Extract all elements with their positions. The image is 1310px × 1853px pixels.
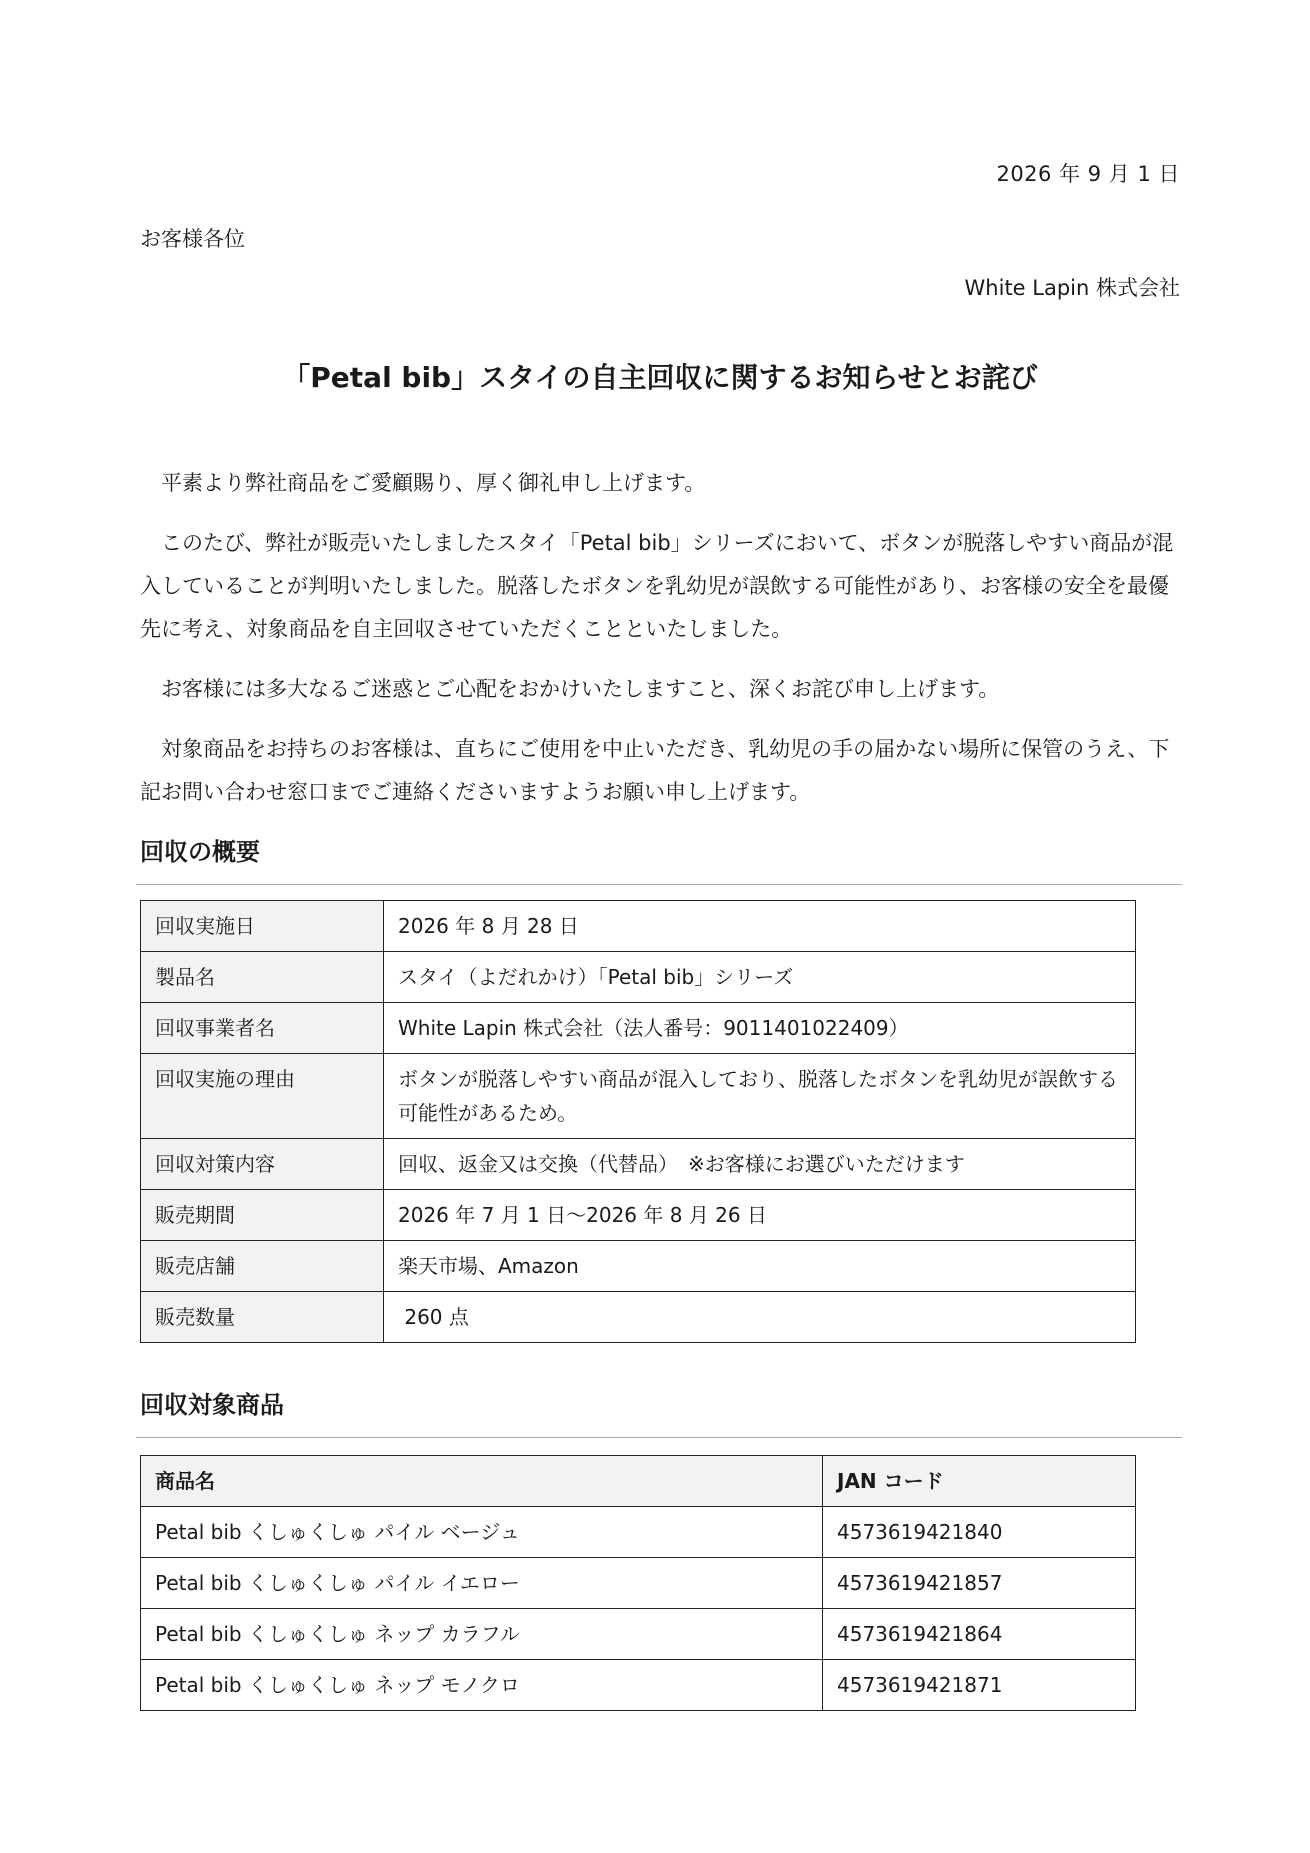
table-row (141, 1507, 1136, 1558)
row-label: 回収実施日 (141, 901, 384, 952)
products-table (140, 1455, 1136, 1711)
row-label: 製品名 (141, 952, 384, 1003)
row-value: ボタンが脱落しやすい商品が混入しており、脱落したボタンを乳幼児が誤飲する可能性があるため。 (384, 1054, 1136, 1139)
row-value: スタイ（よだれかけ）「Petal bib」シリーズ (384, 952, 1136, 1003)
body-paragraph: お客様には多大なるご迷惑とご心配をおかけいたしますこと、深くお詫び申し上げます。 (161, 677, 1000, 701)
table-row (141, 1054, 1136, 1139)
body-paragraph: このたび、弊社が販売いたしましたスタイ「Petal bib」シリーズにおいて、ボタンが脱落しやすい商品が混入していることが判明いたしました。脱落したボタンを乳幼児が誤飲する可能性があり、お客様の安全を最優先に考え、対象商品を自主回収させていただくことといたしました。 (140, 531, 1174, 641)
table-row (141, 1558, 1136, 1609)
jan-code: 4573619421864 (823, 1609, 1136, 1660)
table-row (141, 1292, 1136, 1343)
row-label: 回収事業者名 (141, 1003, 384, 1054)
section-divider (136, 1437, 1182, 1438)
row-label: 販売店舗 (141, 1241, 384, 1292)
section-divider (136, 884, 1182, 885)
jan-code: 4573619421857 (823, 1558, 1136, 1609)
row-label: 回収実施の理由 (141, 1054, 384, 1139)
addressee: お客様各位 (140, 227, 245, 251)
table-row (141, 1003, 1136, 1054)
product-name: Petal bib くしゅくしゅ ネップ カラフル (141, 1609, 823, 1660)
overview-heading: 回収の概要 (140, 838, 260, 866)
table-row (141, 901, 1136, 952)
row-value: 回収、返金又は交換（代替品） ※お客様にお選びいただけます (384, 1139, 1136, 1190)
row-value: 楽天市場、Amazon (384, 1241, 1136, 1292)
jan-code: 4573619421871 (823, 1660, 1136, 1711)
table-row (141, 1609, 1136, 1660)
column-header-jan-code: JAN コード (823, 1456, 1136, 1507)
row-value: 2026 年 7 月 1 日～2026 年 8 月 26 日 (384, 1190, 1136, 1241)
company-name: White Lapin 株式会社 (964, 276, 1180, 300)
row-label: 販売期間 (141, 1190, 384, 1241)
body-paragraph: 平素より弊社商品をご愛顧賜り、厚く御礼申し上げます。 (161, 471, 706, 495)
table-row (141, 1241, 1136, 1292)
document-title: 「Petal bib」スタイの自主回収に関するお知らせとお詫び (282, 361, 1038, 394)
row-label: 販売数量 (141, 1292, 384, 1343)
product-name: Petal bib くしゅくしゅ ネップ モノクロ (141, 1660, 823, 1711)
table-row (141, 1190, 1136, 1241)
row-value: 2026 年 8 月 28 日 (384, 901, 1136, 952)
row-value: 260 点 (384, 1292, 1136, 1343)
overview-table (140, 900, 1136, 1343)
column-header-product-name: 商品名 (141, 1456, 823, 1507)
products-heading: 回収対象商品 (140, 1391, 284, 1419)
document-date: 2026 年 9 月 1 日 (996, 162, 1180, 186)
table-row (141, 952, 1136, 1003)
table-row (141, 1660, 1136, 1711)
product-name: Petal bib くしゅくしゅ パイル ベージュ (141, 1507, 823, 1558)
table-row (141, 1139, 1136, 1190)
body-paragraph: 対象商品をお持ちのお客様は、直ちにご使用を中止いただき、乳幼児の手の届かない場所に保管のうえ、下記お問い合わせ窓口までご連絡くださいますようお願い申し上げます。 (140, 737, 1170, 804)
jan-code: 4573619421840 (823, 1507, 1136, 1558)
row-value: White Lapin 株式会社（法人番号：9011401022409） (384, 1003, 1136, 1054)
product-name: Petal bib くしゅくしゅ パイル イエロー (141, 1558, 823, 1609)
row-label: 回収対策内容 (141, 1139, 384, 1190)
table-header-row (141, 1456, 1136, 1507)
notice-body (140, 462, 1180, 831)
